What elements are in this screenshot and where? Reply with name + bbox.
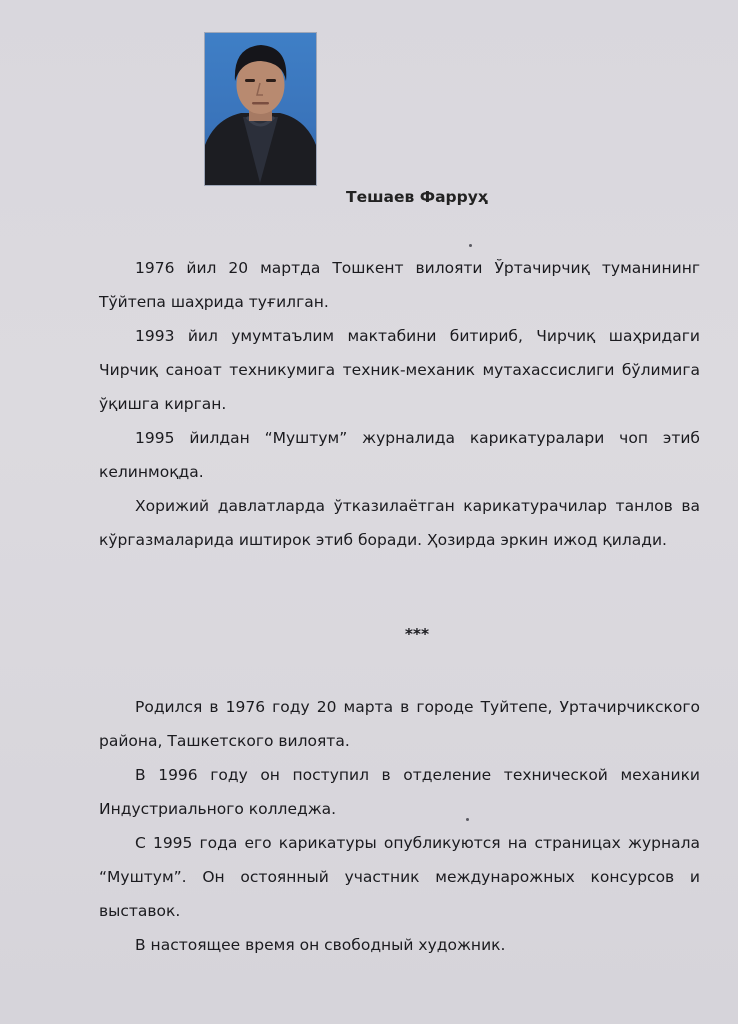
russian-paragraph: С 1995 года его карикатуры опубликуются на страницах журнала “Муштум”. Он остоянный участник междунарожных консурсов и выставок. bbox=[99, 834, 700, 920]
russian-paragraph: В настоящее время он свободный художник. bbox=[135, 936, 506, 954]
portrait-photo bbox=[205, 33, 316, 185]
uzbek-paragraph: 1995 йилдан “Муштум” журналида карикатуралари чоп этиб келинмоқда. bbox=[99, 429, 700, 481]
uzbek-paragraph: Хорижий давлатларда ўтказилаётган карикатурачилар танлов ва кўргазмаларида иштирок этиб боради. Ҳозирда эркин ижод қилади. bbox=[99, 497, 700, 549]
section-separator: *** bbox=[404, 625, 430, 643]
portrait-photo-icon bbox=[205, 33, 316, 185]
paper-speck bbox=[466, 818, 469, 821]
uzbek-paragraph: 1993 йил умумтаълим мактабини битириб, Чирчиқ шаҳридаги Чирчиқ саноат техникумига техник-механик мутахассислиги бўлимига ўқишга кирган. bbox=[99, 327, 700, 413]
russian-paragraph: Родился в 1976 году 20 марта в городе Туйтепе, Уртачирчикского района, Ташкетского вилоята. bbox=[99, 698, 700, 750]
russian-paragraph: В 1996 году он поступил в отделение технической механики Индустриального колледжа. bbox=[99, 766, 700, 818]
russian-biography bbox=[99, 690, 700, 962]
person-name: Тешаев Фарруҳ bbox=[346, 188, 488, 206]
uzbek-biography bbox=[99, 251, 700, 557]
paper-speck bbox=[469, 244, 472, 247]
uzbek-paragraph: 1976 йил 20 мартда Тошкент вилояти Ўртачирчиқ туманининг Тўйтепа шаҳрида туғилган. bbox=[99, 259, 700, 311]
